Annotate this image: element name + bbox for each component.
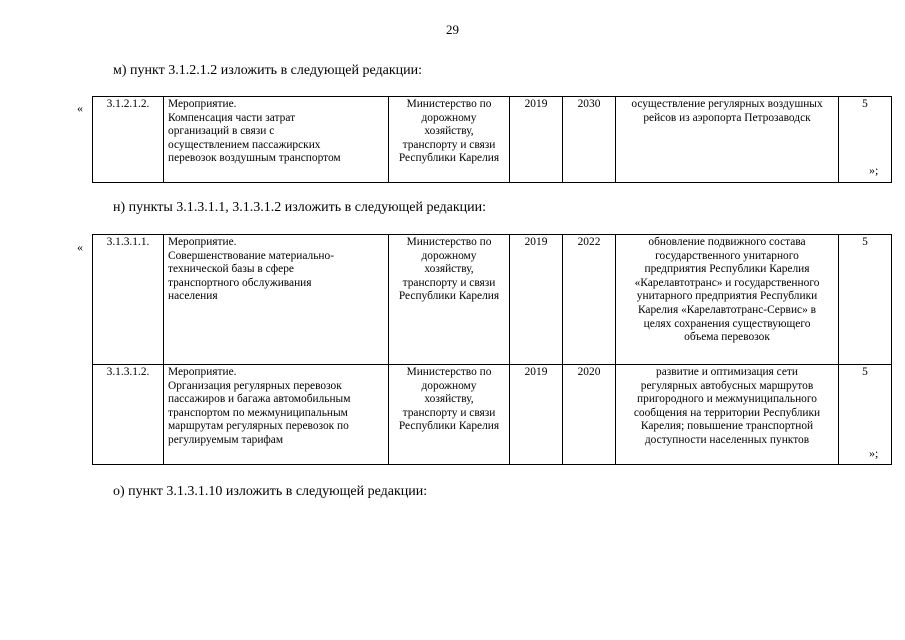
measure-goal bbox=[616, 365, 839, 465]
measure-description-line: маршрутам регулярных перевозок по bbox=[168, 420, 349, 433]
measure-description-line: Мероприятие. bbox=[168, 366, 237, 378]
measure-description-line: Мероприятие. bbox=[168, 98, 237, 110]
table-row bbox=[93, 235, 892, 365]
goal-line: Карелия «Карелавтотранс-Сервис» в bbox=[637, 303, 817, 316]
executor-line: хозяйству, bbox=[424, 263, 474, 276]
measure-description-line: осуществлением пассажирских bbox=[168, 138, 321, 151]
year-start: 2019 bbox=[510, 365, 563, 465]
measure-description-line: транспортного обслуживания bbox=[168, 276, 312, 289]
measure-description-line: перевозок воздушным транспортом bbox=[168, 152, 341, 165]
executor-line: хозяйству, bbox=[424, 393, 474, 406]
executor-line: Республики Карелия bbox=[398, 152, 500, 165]
measure-description bbox=[164, 97, 389, 183]
executor-line: дорожному bbox=[421, 111, 477, 124]
amendment-heading-o: о) пункт 3.1.3.1.10 изложить в следующей редакции: bbox=[113, 484, 428, 499]
goal-line: пригородного и межмуниципального bbox=[637, 393, 817, 406]
goal-line: предприятия Республики Карелия bbox=[644, 263, 810, 276]
executor-line: Республики Карелия bbox=[398, 290, 500, 303]
goal-line: «Карелавтотранс» и государственного bbox=[634, 276, 820, 289]
measures-table-n bbox=[92, 234, 892, 465]
measure-description-line: технической базы в сфере bbox=[168, 263, 294, 276]
executor-line: дорожному bbox=[421, 249, 477, 262]
executor-line: Министерство по bbox=[406, 236, 492, 248]
year-end: 2020 bbox=[563, 365, 616, 465]
goal-line: Карелия; повышение транспортной bbox=[640, 420, 814, 433]
executor-line: транспорту и связи bbox=[402, 276, 496, 289]
measure-description-line: организаций в связи с bbox=[168, 125, 275, 138]
amendment-heading-m: м) пункт 3.1.2.1.2 изложить в следующей редакции: bbox=[113, 63, 423, 78]
measure-executor bbox=[389, 235, 510, 365]
table-row bbox=[93, 97, 892, 183]
open-quote: « bbox=[77, 240, 83, 254]
page-number: 29 bbox=[446, 22, 459, 37]
measure-description bbox=[164, 235, 389, 365]
goal-line: регулярных автобусных маршрутов bbox=[640, 379, 814, 392]
open-quote: « bbox=[77, 101, 83, 115]
measures-table-m bbox=[92, 96, 892, 183]
year-end: 2022 bbox=[563, 235, 616, 365]
goal-line: развитие и оптимизация сети bbox=[656, 366, 798, 378]
indicator-number: 5 bbox=[839, 365, 892, 465]
year-start: 2019 bbox=[510, 235, 563, 365]
measure-goal bbox=[616, 97, 839, 183]
measure-description-line: Организация регулярных перевозок bbox=[168, 379, 342, 392]
measure-description-line: Мероприятие. bbox=[168, 236, 237, 248]
table-row bbox=[93, 365, 892, 465]
measure-description-line: Компенсация части затрат bbox=[168, 111, 296, 124]
executor-line: Министерство по bbox=[406, 366, 492, 378]
measure-description-line: регулируемым тарифам bbox=[168, 433, 284, 446]
indicator-number: 5 bbox=[839, 235, 892, 365]
goal-line: обновление подвижного состава bbox=[648, 236, 806, 248]
indicator-number: 5 bbox=[839, 97, 892, 183]
measure-description-line: Совершенствование материально- bbox=[168, 249, 335, 262]
measure-executor bbox=[389, 365, 510, 465]
executor-line: Министерство по bbox=[406, 98, 492, 110]
measure-code: 3.1.2.1.2. bbox=[93, 97, 164, 183]
goal-line: целях сохранения существующего bbox=[643, 317, 811, 330]
measure-executor bbox=[389, 97, 510, 183]
close-quote: »; bbox=[869, 446, 879, 460]
goal-line: унитарного предприятия Республики bbox=[636, 290, 818, 303]
goal-line: осуществление регулярных воздушных bbox=[631, 98, 823, 110]
goal-line: объема перевозок bbox=[684, 331, 770, 344]
executor-line: Республики Карелия bbox=[398, 420, 500, 433]
measure-description-line: транспортом по межмуниципальным bbox=[168, 406, 348, 419]
goal-line: сообщения на территории Республики bbox=[633, 406, 821, 419]
year-end: 2030 bbox=[563, 97, 616, 183]
executor-line: дорожному bbox=[421, 379, 477, 392]
measure-description-line: пассажиров и багажа автомобильным bbox=[168, 393, 351, 406]
measure-code: 3.1.3.1.2. bbox=[93, 365, 164, 465]
amendment-heading-n: н) пункты 3.1.3.1.1, 3.1.3.1.2 изложить в следующей редакции: bbox=[113, 200, 487, 215]
executor-line: транспорту и связи bbox=[402, 406, 496, 419]
measure-description bbox=[164, 365, 389, 465]
goal-line: доступности населенных пунктов bbox=[644, 433, 810, 446]
goal-line: государственного унитарного bbox=[655, 249, 799, 262]
measure-description-line: населения bbox=[168, 290, 218, 303]
executor-line: хозяйству, bbox=[424, 125, 474, 138]
goal-line: рейсов из аэропорта Петрозаводск bbox=[643, 111, 811, 124]
year-start: 2019 bbox=[510, 97, 563, 183]
executor-line: транспорту и связи bbox=[402, 138, 496, 151]
measure-code: 3.1.3.1.1. bbox=[93, 235, 164, 365]
measure-goal bbox=[616, 235, 839, 365]
close-quote: »; bbox=[869, 163, 879, 177]
